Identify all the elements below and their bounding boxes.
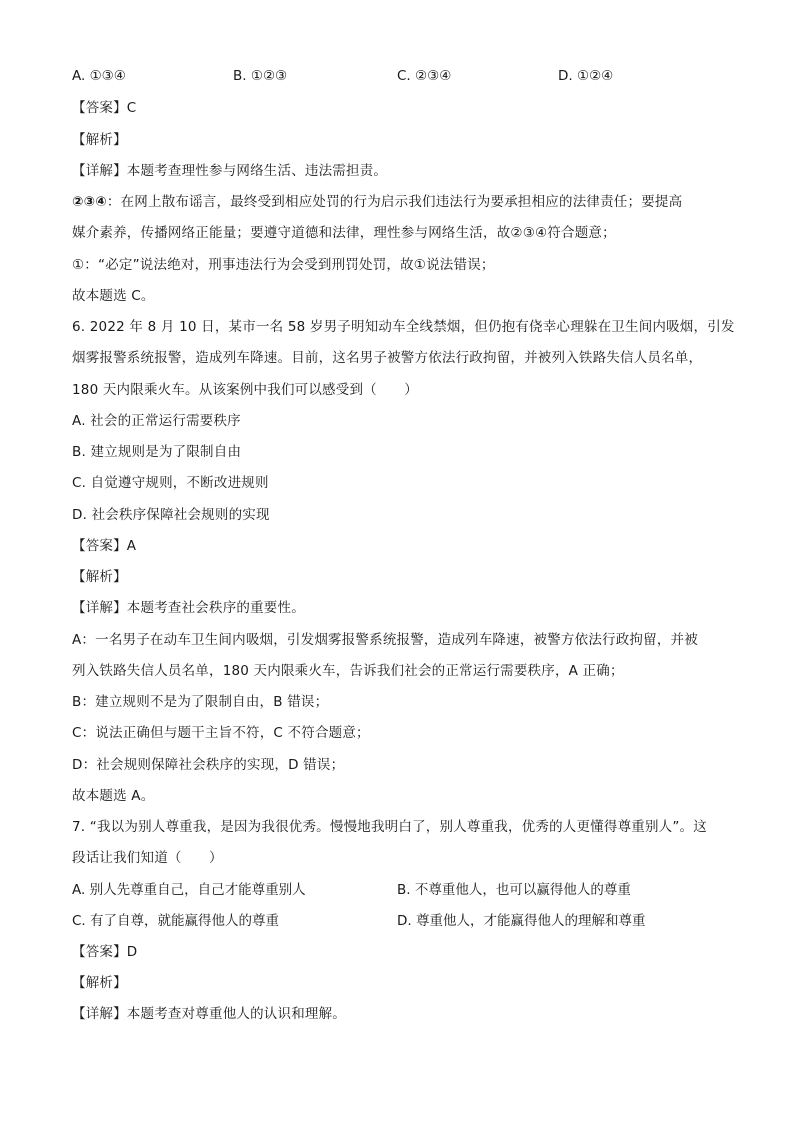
q6-answer: 【答案】A (72, 538, 137, 554)
q5-conclusion: 故本题选 C。 (72, 288, 155, 304)
q5-explanation-1-cont: 媒介素养，传播网络正能量；要遵守道德和法律，理性参与网络生活，故②③④符合题意； (72, 225, 616, 241)
q5-answer: 【答案】C (72, 100, 137, 116)
q5-option-d: D. ①②④ (558, 68, 614, 84)
q5-analysis-heading: 【解析】 (72, 132, 127, 148)
q5-explanation-2: ①：“必定”说法绝对，刑事违法行为会受到刑罚处罚，故①说法错误； (72, 257, 495, 273)
q6-analysis-heading: 【解析】 (72, 569, 127, 585)
q6-explanation-c: C：说法正确但与题干主旨不符，C 不符合题意； (72, 725, 370, 741)
q5-explanation-1 (72, 192, 682, 212)
q7-option-b: B. 不尊重他人，也可以赢得他人的尊重 (397, 882, 631, 898)
q7-option-a: A. 别人先尊重自己，自己才能尊重别人 (72, 882, 306, 898)
q7-stem-line-1: 7. “我以为别人尊重我，是因为我很优秀。慢慢地我明白了，别人尊重我，优秀的人更懂得尊重别人”。这 (72, 819, 707, 835)
q6-option-b: B. 建立规则是为了限制自由 (72, 444, 242, 460)
q6-explanation-a-1: A：一名男子在动车卫生间内吸烟，引发烟雾报警系统报警，造成列车降速，被警方依法行政拘留，并被 (72, 632, 698, 648)
q6-explanation-a-2: 列入铁路失信人员名单，180 天内限乘火车，告诉我们社会的正常运行需要秩序，A 正确； (72, 663, 624, 679)
q6-explanation-b: B：建立规则不是为了限制自由，B 错误； (72, 694, 329, 710)
q6-conclusion: 故本题选 A。 (72, 788, 155, 804)
q6-option-d: D. 社会秩序保障社会规则的实现 (72, 507, 270, 523)
q5-explanation-1-options: ②③④ (72, 194, 107, 210)
q5-detail: 【详解】本题考查理性参与网络生活、违法需担责。 (72, 163, 388, 179)
q5-explanation-1-text: ：在网上散布谣言，最终受到相应处罚的行为启示我们违法行为要承担相应的法律责任；要提高 (106, 194, 683, 210)
q6-stem-line-1: 6. 2022 年 8 月 10 日，某市一名 58 岁男子明知动车全线禁烟，但仍抱有侥幸心理躲在卫生间内吸烟，引发 (72, 319, 735, 335)
q7-answer: 【答案】D (72, 944, 138, 960)
q6-stem-line-3: 180 天内限乘火车。从该案例中我们可以感受到（ ） (72, 382, 418, 398)
q6-detail: 【详解】本题考查社会秩序的重要性。 (72, 600, 305, 616)
q6-option-c: C. 自觉遵守规则，不断改进规则 (72, 475, 269, 491)
q6-option-a: A. 社会的正常运行需要秩序 (72, 413, 241, 429)
q6-explanation-d: D：社会规则保障社会秩序的实现，D 错误； (72, 757, 345, 773)
q7-detail: 【详解】本题考查对尊重他人的认识和理解。 (72, 1006, 346, 1022)
q5-option-b: B. ①②③ (233, 68, 288, 84)
q7-option-c: C. 有了自尊，就能赢得他人的尊重 (72, 913, 280, 929)
q7-option-d: D. 尊重他人，才能赢得他人的理解和尊重 (397, 913, 646, 929)
q5-option-c: C. ②③④ (397, 68, 452, 84)
q5-option-a: A. ①③④ (72, 68, 126, 84)
q7-analysis-heading: 【解析】 (72, 975, 127, 991)
q6-stem-line-2: 烟雾报警系统报警，造成列车降速。目前，这名男子被警方依法行政拘留，并被列入铁路失信人员名单， (72, 350, 703, 366)
q7-stem-line-2: 段话让我们知道（ ） (72, 850, 223, 866)
